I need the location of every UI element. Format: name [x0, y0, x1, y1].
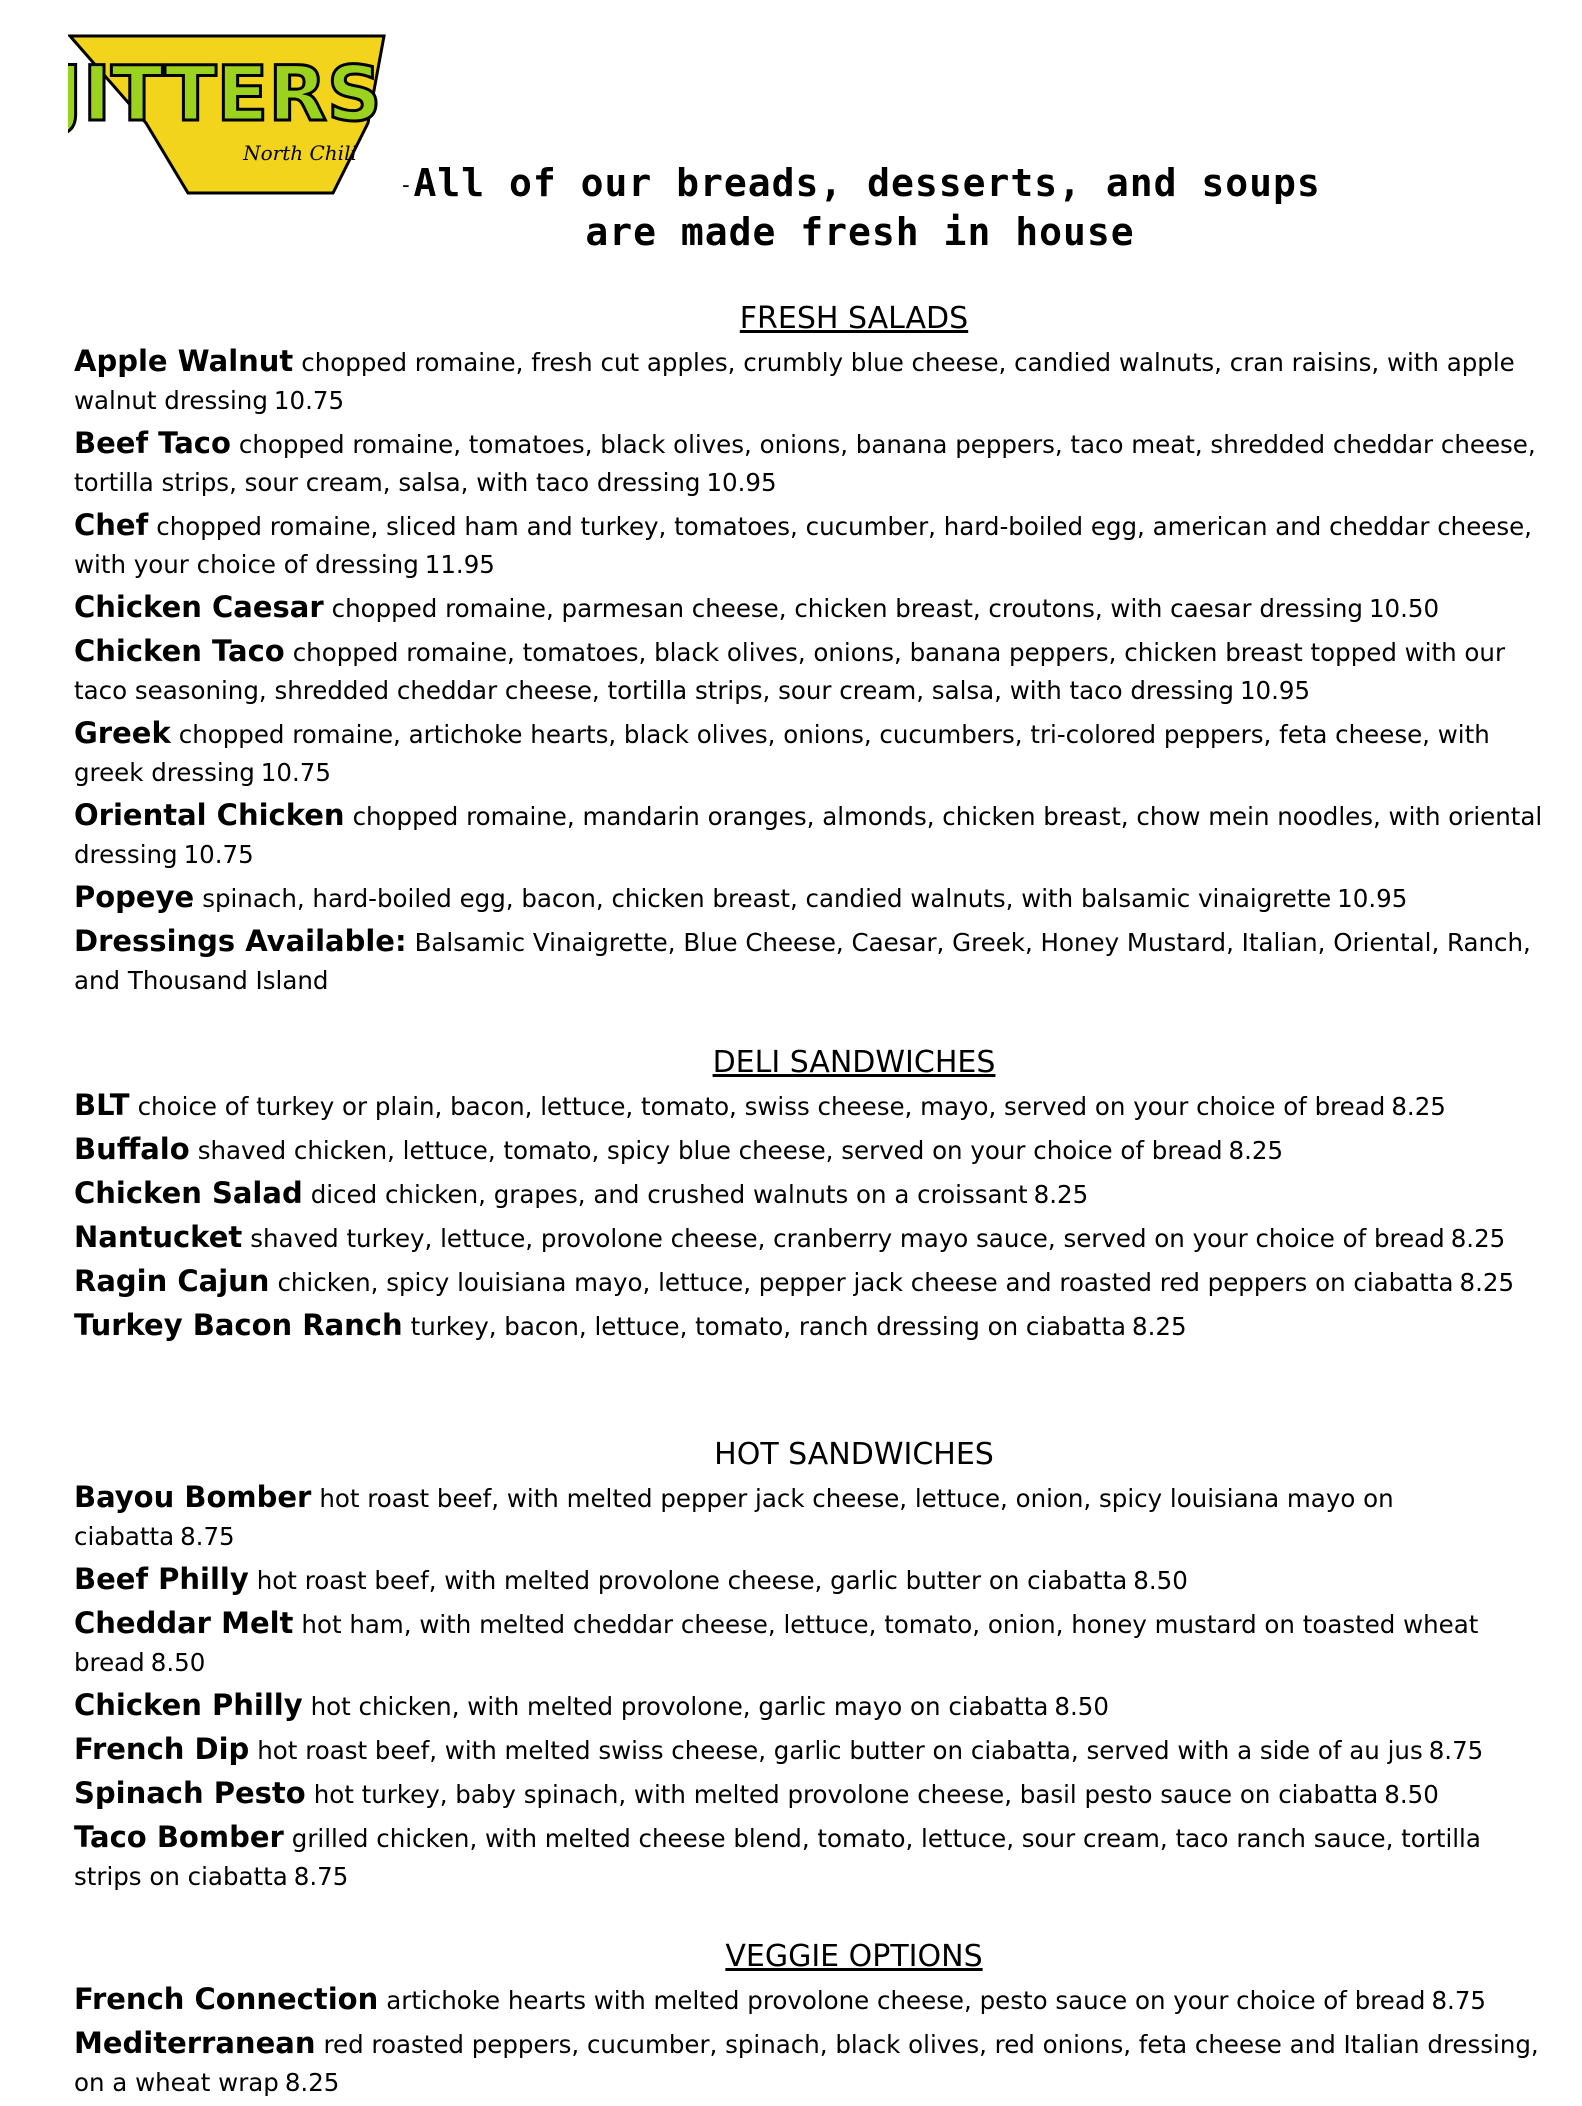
menu-item [74, 1686, 1554, 1726]
item-name: Popeye [74, 880, 195, 914]
item-description: choice of turkey or plain, bacon, lettuce, tomato, swiss cheese, mayo, served on your choice of bread [137, 1092, 1386, 1121]
section-hot-sandwiches [74, 1436, 1554, 1896]
item-price: 8.75 [1431, 1986, 1486, 2015]
item-name: Chicken Caesar [74, 590, 324, 624]
item-name: Buffalo [74, 1132, 190, 1166]
item-description: hot chicken, with melted provolone, garlic mayo on ciabatta [310, 1692, 1049, 1721]
item-description: spinach, hard-boiled egg, bacon, chicken breast, candied walnuts, with balsamic vinaigrette [202, 884, 1332, 913]
menu-item [74, 796, 1554, 874]
item-description: turkey, bacon, lettuce, tomato, ranch dressing on ciabatta [410, 1312, 1126, 1341]
item-name: Mediterranean [74, 2026, 316, 2060]
item-description: diced chicken, grapes, and crushed walnuts on a croissant [310, 1180, 1028, 1209]
menu-item [74, 922, 1554, 1000]
item-description: hot ham, with melted cheddar cheese, lettuce, tomato, onion, honey mustard on toasted wheat bread [74, 1610, 1479, 1677]
item-price: 10.75 [183, 840, 254, 869]
item-name: Chicken Salad [74, 1176, 303, 1210]
section-fresh-salads [74, 300, 1554, 1000]
section-deli-sandwiches [74, 1044, 1554, 1346]
item-description: shaved turkey, lettuce, provolone cheese, cranberry mayo sauce, served on your choice of bread [250, 1224, 1445, 1253]
item-price: 8.25 [1131, 1312, 1187, 1341]
section-title-veggie: VEGGIE OPTIONS [725, 1939, 983, 1974]
item-price: 8.25 [1450, 1224, 1506, 1253]
item-price: 10.75 [260, 758, 331, 787]
item-name: Greek [74, 716, 171, 750]
item-description: chopped romaine, parmesan cheese, chicken breast, croutons, with caesar dressing [331, 594, 1363, 623]
item-name: Beef Taco [74, 426, 231, 460]
item-name: Oriental Chicken [74, 798, 345, 832]
menu-item [74, 2024, 1554, 2102]
item-description: hot roast beef, with melted provolone cheese, garlic butter on ciabatta [256, 1566, 1128, 1595]
item-name: French Dip [74, 1732, 250, 1766]
menu-item [74, 1560, 1554, 1600]
item-price: 8.50 [1384, 1780, 1439, 1809]
item-name: Ragin Cajun [74, 1264, 270, 1298]
menu-item [74, 1818, 1554, 1896]
section-veggie-options [74, 1938, 1554, 2102]
section-title-hot: HOT SANDWICHES [714, 1437, 994, 1472]
item-description: chicken, spicy louisiana mayo, lettuce, pepper jack cheese and roasted red peppers on ciabatta [277, 1268, 1454, 1297]
item-name: Chicken Taco [74, 634, 285, 668]
item-price: 8.75 [1428, 1736, 1484, 1765]
logo-subtitle: North Chili [243, 141, 357, 165]
item-name: Taco Bomber [74, 1820, 284, 1854]
menu-item [74, 506, 1554, 584]
item-description: chopped romaine, sliced ham and turkey, tomatoes, cucumber, hard-boiled egg, american and cheddar cheese, with your choice of dressing [74, 512, 1532, 579]
menu-item [74, 588, 1554, 628]
item-description: chopped romaine, tomatoes, black olives, onions, banana peppers, taco meat, shredded cheddar cheese, tortilla strips, sour cream, salsa, with taco dressing [74, 430, 1536, 497]
menu-item [74, 1604, 1554, 1682]
item-price: 10.95 [706, 468, 777, 497]
item-description: hot roast beef, with melted pepper jack cheese, lettuce, onion, spicy louisiana mayo on ciabatta [74, 1484, 1394, 1551]
tagline-dash: - [399, 173, 414, 198]
item-name: Chicken Philly [74, 1688, 303, 1722]
item-name: Bayou Bomber [74, 1480, 312, 1514]
menu-item [74, 1130, 1554, 1170]
menu-item [74, 342, 1554, 420]
logo-wordmark: JITTERS [68, 49, 382, 138]
item-description: chopped romaine, mandarin oranges, almonds, chicken breast, chow mein noodles, with oriental dressing [74, 802, 1543, 869]
item-price: 10.50 [1368, 594, 1440, 623]
item-description: red roasted peppers, cucumber, spinach, black olives, red onions, feta cheese and Italian dressing, on a wheat wrap [74, 2030, 1539, 2097]
item-description: chopped romaine, fresh cut apples, crumbly blue cheese, candied walnuts, cran raisins, with apple walnut dressing [74, 348, 1515, 415]
item-price: 8.75 [293, 1862, 349, 1891]
item-price: 11.95 [424, 550, 495, 579]
item-name: Dressings Available: [74, 924, 407, 958]
tagline-line-2: are made fresh in house [585, 210, 1135, 254]
item-description: chopped romaine, artichoke hearts, black olives, onions, cucumbers, tri-colored peppers, feta cheese, with greek dressing [74, 720, 1490, 787]
menu-item [74, 632, 1554, 710]
item-price: 10.95 [1239, 676, 1311, 705]
item-price: 8.25 [1228, 1136, 1284, 1165]
menu-item [74, 1262, 1554, 1302]
section-title-salads: FRESH SALADS [739, 301, 969, 336]
item-description: hot turkey, baby spinach, with melted provolone cheese, basil pesto sauce on ciabatta [313, 1780, 1379, 1809]
item-description: grilled chicken, with melted cheese blend, tomato, lettuce, sour cream, taco ranch sauce, tortilla strips on ciabatta [74, 1824, 1481, 1891]
item-price: 8.25 [1391, 1092, 1446, 1121]
menu-item [74, 714, 1554, 792]
item-description: hot roast beef, with melted swiss cheese, garlic butter on ciabatta, served with a side of au jus [257, 1736, 1423, 1765]
item-name: Chef [74, 508, 149, 542]
item-description: artichoke hearts with melted provolone cheese, pesto sauce on your choice of bread [386, 1986, 1426, 2015]
menu-item [74, 1730, 1554, 1770]
item-price: 8.25 [284, 2068, 340, 2097]
item-price: 8.50 [1133, 1566, 1188, 1595]
tagline-line-1: All of our breads, desserts, and soups [413, 161, 1321, 205]
menu-item [74, 1980, 1554, 2020]
jitters-logo [68, 28, 386, 198]
menu-item [74, 1774, 1554, 1814]
tagline [370, 160, 1350, 256]
item-description: chopped romaine, tomatoes, black olives, onions, banana peppers, chicken breast topped with our taco seasoning, shredded cheddar cheese, tortilla strips, sour cream, salsa, with taco dressing [74, 638, 1506, 705]
section-title-deli: DELI SANDWICHES [712, 1045, 996, 1080]
item-name: Nantucket [74, 1220, 243, 1254]
item-price: 10.95 [1337, 884, 1408, 913]
item-price: 8.50 [1054, 1692, 1109, 1721]
menu-item [74, 1174, 1554, 1214]
menu-item [74, 1086, 1554, 1126]
item-name: Cheddar Melt [74, 1606, 294, 1640]
item-price: 10.75 [273, 386, 345, 415]
item-price: 8.25 [1459, 1268, 1515, 1297]
item-price: 8.75 [180, 1522, 235, 1551]
menu-content [74, 300, 1554, 2106]
item-price: 8.25 [1033, 1180, 1089, 1209]
menu-item [74, 1218, 1554, 1258]
item-name: Turkey Bacon Ranch [74, 1308, 403, 1342]
item-name: French Connection [74, 1982, 379, 2016]
menu-item [74, 878, 1554, 918]
item-name: Spinach Pesto [74, 1776, 306, 1810]
item-name: BLT [74, 1088, 130, 1122]
item-name: Beef Philly [74, 1562, 249, 1596]
item-name: Apple Walnut [74, 344, 294, 378]
item-description: shaved chicken, lettuce, tomato, spicy blue cheese, served on your choice of bread [197, 1136, 1223, 1165]
menu-item [74, 424, 1554, 502]
item-price: 8.50 [150, 1648, 206, 1677]
menu-item [74, 1306, 1554, 1346]
item-description: Balsamic Vinaigrette, Blue Cheese, Caesar, Greek, Honey Mustard, Italian, Oriental, Ranch, and Thousand Island [74, 928, 1531, 995]
menu-item [74, 1478, 1554, 1556]
